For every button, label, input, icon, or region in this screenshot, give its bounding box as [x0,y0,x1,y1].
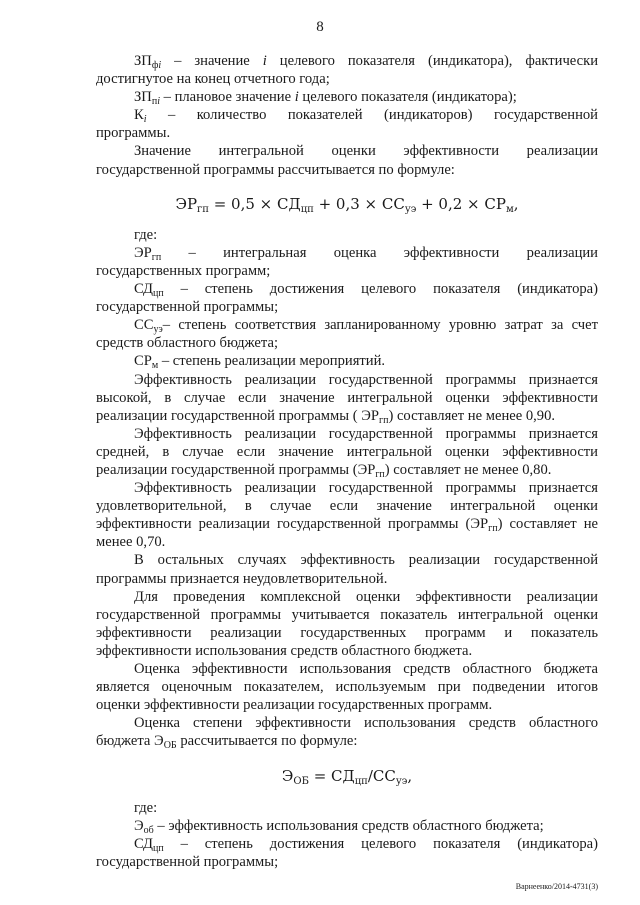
def-zp-actual: $ЗП_{фi}$ – значение i целевого показателя (индикатора), фактически [134,53,599,71]
eff-sat-line4: менее 0,70. [96,534,166,551]
def-sr: $СР_м$ – степень реализации мероприятий. [134,353,386,372]
document-footer-code: Варнеенко/2014-4731(3) [515,882,598,891]
where-label-2: где: [134,799,158,816]
other-cases-line1: В остальных случаях эффективность реализации государственной [134,552,598,569]
def-eob: $Э_{об}$ – эффективность использования средств областного бюджета; [134,817,544,836]
def-zp-actual-cont: достигнутое на конец отчетного года; [96,71,330,88]
eff-high-line2: высокой, в случае если значение интегральной оценки эффективности [96,389,598,406]
other-cases-line2: программы признается неудовлетворительной. [96,570,388,587]
degree-eval-line1: Оценка степени эффективности использования средств областного [134,715,598,732]
def-k: $К_i$ – количество показателей (индикаторов) государственной [134,107,598,126]
eff-sat-line1: Эффективность реализации государственной программы признается [134,480,598,497]
intro-integral-line1: Значение интегральной оценки эффективности реализации [134,143,598,160]
eff-mid-line2: средней, в случае если значение интегральной оценки эффективности [96,443,598,460]
eff-mid-line3: реализации государственной программы $(ЭР_{гп})$ составляет не менее 0,80. [96,461,552,480]
eff-high-line1: Эффективность реализации государственной программы признается [134,371,598,388]
eff-sat-line3: эффективности реализации государственной программы $(ЭР_{гп})$ составляет не [96,516,598,535]
def-sd-2: $СД_{цп}$ – степень достижения целевого показателя (индикатора) [134,835,598,854]
budget-eval-line3: оценки эффективности реализации государственных программ. [96,697,493,714]
budget-eval-line1: Оценка эффективности использования средств областного бюджета [134,661,598,677]
intro-integral-line2: государственной программы рассчитывается по формуле: [96,161,455,178]
where-label-1: где: [134,226,158,243]
complex-line1: Для проведения комплексной оценки эффективности реализации [134,588,598,605]
def-er-cont: государственных программ; [96,262,271,279]
def-sd-2-cont: государственной программы; [96,853,279,870]
def-sd-cont: государственной программы; [96,299,279,316]
def-ss-cont: средств областного бюджета; [96,335,278,352]
formula-integral: $ЭР_{гп} = 0,5 \times СД_{цп} + 0,3 \times СС_{уэ} + 0,2 \times СР_м$, [175,194,519,215]
eff-mid-line1: Эффективность реализации государственной программы признается [134,425,598,442]
def-sd: $СД_{цп}$ – степень достижения целевого показателя (индикатора) [134,281,598,300]
page-number: 8 [316,19,324,35]
eff-high-line3: реализации государственной программы ( $ЭР_{гп}$) составляет не менее 0,90. [96,407,556,426]
degree-eval-line2: бюджета $Э_{ОБ}$ рассчитывается по формуле: [96,733,358,752]
document-body [96,52,598,871]
budget-eval-line2: является оценочным показателем, используемым при подведении итогов [96,679,598,696]
def-er: $ЭР_{гп}$ – интегральная оценка эффективности реализации [134,244,598,263]
eff-sat-line2: удовлетворительной, в случае если значение интегральной оценки [96,498,598,515]
complex-line4: эффективности использования средств областного бюджета. [96,642,473,659]
def-k-cont: программы. [96,125,171,142]
def-ss: $СС_{уэ}-$ степень соответствия запланированному уровню затрат за счет [134,317,598,336]
complex-line3: эффективности реализации государственных программ и показатель [96,624,598,641]
def-zp-plan: $ЗП_{пi}$ – плановое значение i целевого показателя (индикатора); [134,89,517,108]
formula-budget-efficiency: $Э_{ОБ} = СД_{цп}/СС_{уэ}$, [281,767,413,788]
complex-line2: государственной программы учитывается показатель интегральной оценки [96,606,598,623]
